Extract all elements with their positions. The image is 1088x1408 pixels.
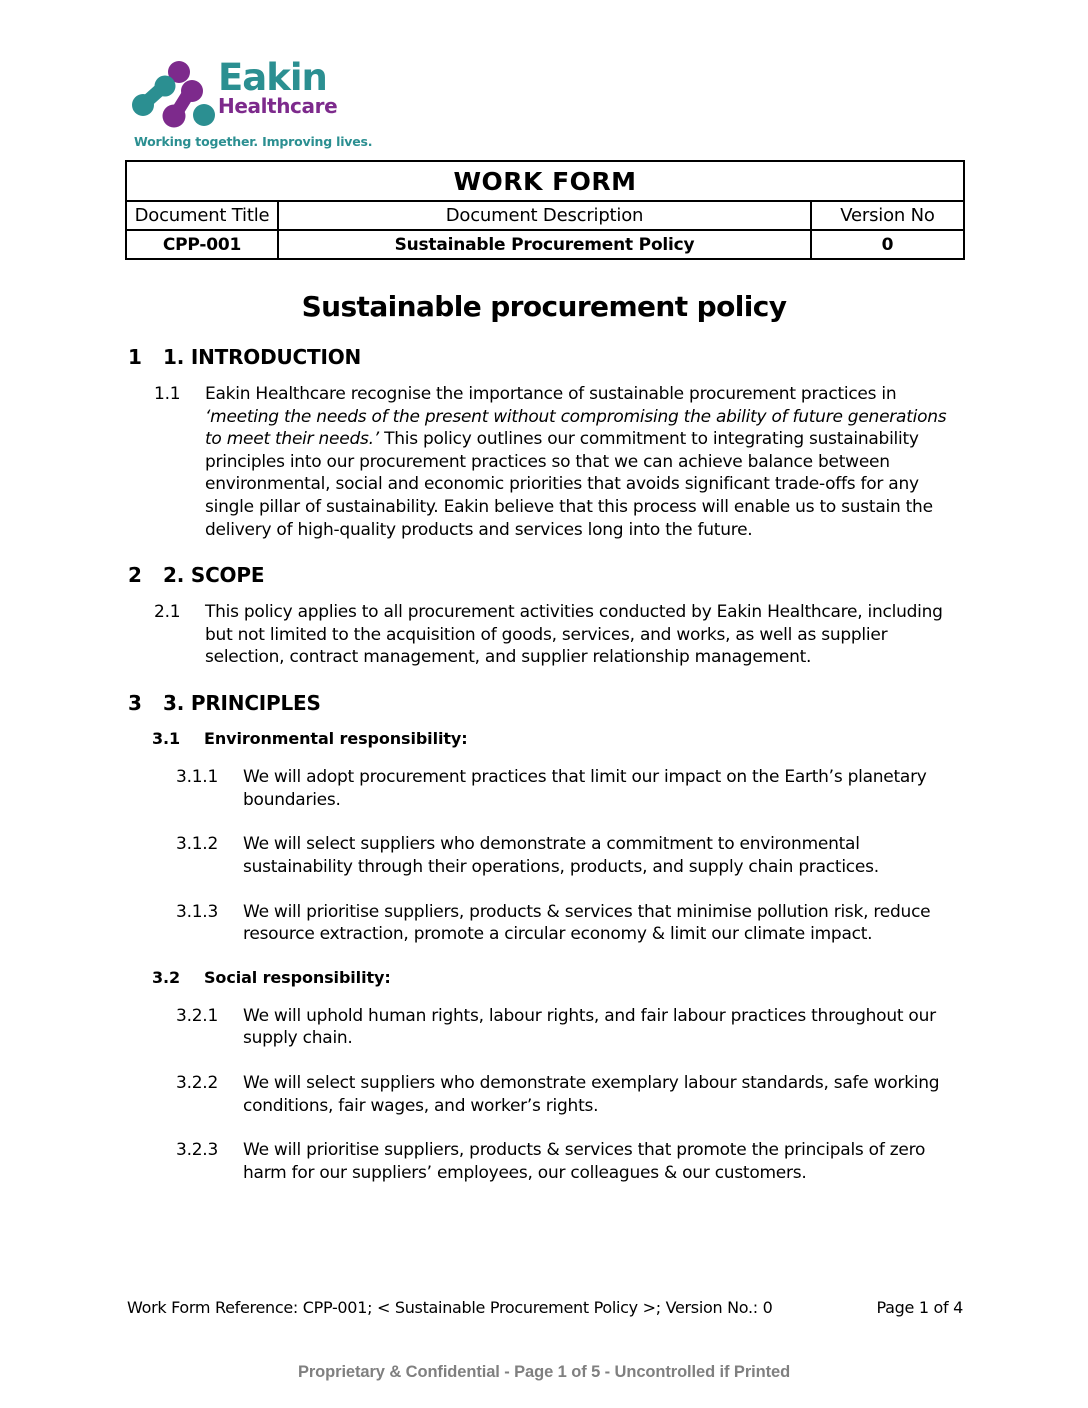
paragraph-text-2-1: This policy applies to all procurement activities conducted by Eakin Healthcare, including but not limited to the acquisition of goods, services, and works, as well as supplier selection, contract management, and supplier relationship management. <box>205 602 943 668</box>
paragraph-1-1-quote: ‘meeting the needs of the present without compromising the ability of future generations to meet their needs.’ <box>205 406 947 450</box>
work-form-label: WORK FORM <box>126 161 964 201</box>
company-logo <box>130 56 470 152</box>
paragraph-1-1 <box>0 383 1088 541</box>
table-row-headers <box>126 201 964 230</box>
clause-text-3-1-3: We will prioritise suppliers, products & services that minimise pollution risk, reduce resource extraction, promote a circular economy & limit our climate impact. <box>243 901 931 945</box>
cell-document-title: CPP-001 <box>126 230 278 259</box>
subsection-heading-3-1 <box>0 729 1088 748</box>
column-header-document-title: Document Title <box>126 201 278 230</box>
eakin-molecule-logo-icon <box>130 60 216 132</box>
paragraph-number-1-1: 1.1 <box>154 384 181 404</box>
clause-text-3-2-3: We will prioritise suppliers, products & services that promote the principals of zero harm for our suppliers’ employees, our colleagues & our customers. <box>243 1140 926 1183</box>
section-title-3: 3. PRINCIPLES <box>163 691 321 716</box>
clause-3-1-2 <box>0 833 1088 878</box>
document-body <box>0 345 1088 1206</box>
column-header-version-no: Version No <box>811 201 964 230</box>
section-number-1: 1 <box>128 345 142 369</box>
logo-brand-primary: Eakin <box>218 56 327 99</box>
logo-brand-secondary: Healthcare <box>218 94 338 119</box>
clause-number-3-1-1: 3.1.1 <box>176 767 219 788</box>
section-title-1: 1. INTRODUCTION <box>163 345 362 369</box>
clause-text-3-2-1: We will uphold human rights, labour rights, and fair labour practices throughout our supply chain. <box>243 1005 936 1049</box>
confidentiality-notice: Proprietary & Confidential - Page 1 of 5 - Uncontrolled if Printed <box>297 1363 791 1381</box>
subsection-title-3-2: Social responsibility: <box>204 967 391 987</box>
clause-number-3-2-2: 3.2.2 <box>176 1072 219 1093</box>
subsection-title-3-1: Environmental responsibility: <box>204 729 468 749</box>
logo-tagline: Working together. Improving lives. <box>134 134 373 149</box>
cell-version-no: 0 <box>811 230 964 259</box>
clause-3-1-1 <box>0 766 1088 811</box>
page-title: Sustainable procurement policy <box>301 290 787 323</box>
footer-reference: Work Form Reference: CPP-001; < Sustainable Procurement Policy >; Version No.: 0 <box>127 1298 773 1317</box>
section-heading-2 <box>0 563 1088 587</box>
clause-number-3-2-3: 3.2.3 <box>176 1140 219 1161</box>
paragraph-text-1-1 <box>205 383 958 541</box>
page-footer <box>127 1298 963 1317</box>
clause-text-3-1-2: We will select suppliers who demonstrate a commitment to environmental sustainability through their operations, products, and supply chain practices. <box>243 834 879 877</box>
clause-number-3-1-2: 3.1.2 <box>176 834 219 855</box>
section-title-2: 2. SCOPE <box>163 563 265 588</box>
column-header-document-description: Document Description <box>278 201 811 230</box>
clause-number-3-2-1: 3.2.1 <box>176 1005 219 1026</box>
footer-page-number: Page 1 of 4 <box>876 1298 963 1317</box>
cell-document-description: Sustainable Procurement Policy <box>278 230 811 259</box>
paragraph-1-1-post: This policy outlines our commitment to integrating sustainability principles into our procurement practices so that we can achieve balance between environmental, social and economic priorities that avoids significant trade-offs for any single pillar of sustainability. Eakin believe that this process will enable us to sustain the delivery of high-quality products and services long into the future. <box>205 429 933 540</box>
clause-3-2-3 <box>0 1139 1088 1184</box>
table-row-values <box>126 230 964 259</box>
clause-3-2-2 <box>0 1072 1088 1117</box>
section-number-3: 3 <box>128 691 142 716</box>
paragraph-number-2-1: 2.1 <box>154 602 181 623</box>
table-row-form-type <box>126 161 964 201</box>
clause-3-2-1 <box>0 1005 1088 1050</box>
work-form-header-table <box>125 160 965 260</box>
paragraph-1-1-pre: Eakin Healthcare recognise the importance of sustainable procurement practices in <box>205 384 897 404</box>
clause-text-3-2-2: We will select suppliers who demonstrate exemplary labour standards, safe working conditions, fair wages, and worker’s rights. <box>243 1072 940 1116</box>
section-heading-3 <box>0 691 1088 715</box>
subsection-number-3-2: 3.2 <box>152 967 181 987</box>
clause-number-3-1-3: 3.1.3 <box>176 901 219 922</box>
clause-3-1-3 <box>0 901 1088 946</box>
section-number-2: 2 <box>128 563 142 588</box>
subsection-number-3-1: 3.1 <box>152 729 181 749</box>
section-heading-1 <box>0 345 1088 369</box>
subsection-heading-3-2 <box>0 968 1088 987</box>
logo-wordmark <box>218 56 338 119</box>
clause-text-3-1-1: We will adopt procurement practices that limit our impact on the Earth’s planetary boundaries. <box>243 767 927 810</box>
paragraph-2-1 <box>0 601 1088 669</box>
